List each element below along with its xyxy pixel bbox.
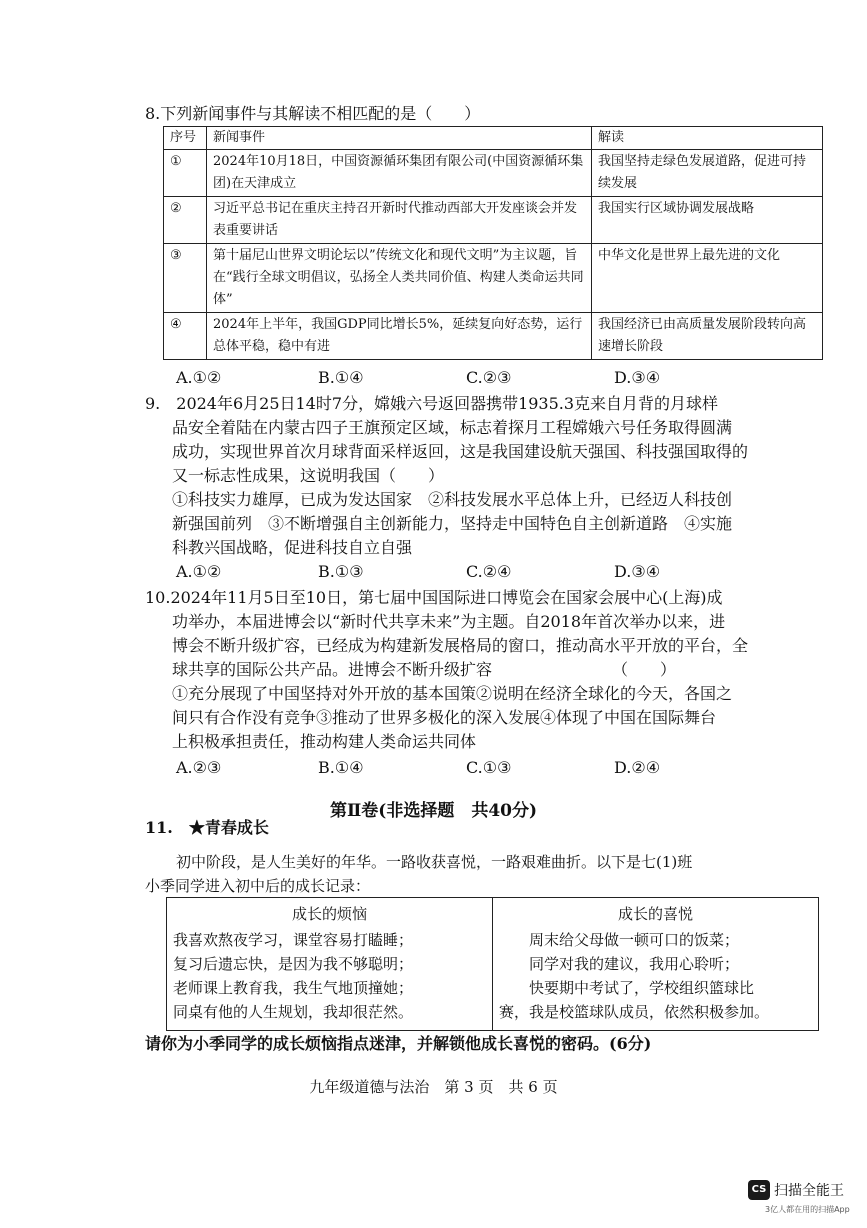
row-no: ① xyxy=(164,150,207,197)
q8-option-a: A.①② xyxy=(176,368,222,387)
trouble-line: 我喜欢熬夜学习，课堂容易打瞌睡； xyxy=(173,931,414,949)
table-row xyxy=(164,244,823,313)
q8-option-b: B.①④ xyxy=(318,368,364,387)
q9-option-c: C.②④ xyxy=(466,562,512,581)
q10-line: 功举办，本届进博会以“新时代共享未来”为主题。自2018年首次举办以来，进 xyxy=(172,612,726,631)
q10-line: 10.2024年11月5日至10日，第七届中国国际进口博览会在国家会展中心(上海)成 xyxy=(145,588,723,607)
row-event: 习近平总书记在重庆主持召开新时代推动西部大开发座谈会并发表重要讲话 xyxy=(207,197,592,244)
row-event: 2024年上半年，我国GDP同比增长5%，延续复向好态势，运行总体平稳，稳中有进 xyxy=(207,313,592,360)
trouble-line: 复习后遗忘快，是因为我不够聪明； xyxy=(173,955,414,973)
joy-line: 赛，我是校篮球队成员，依然积极参加。 xyxy=(499,1003,770,1021)
q9-option-b: B.①③ xyxy=(318,562,364,581)
q10-option-a: A.②③ xyxy=(176,758,222,777)
q10-option-c: C.①③ xyxy=(466,758,512,777)
scanner-watermark xyxy=(748,1180,844,1200)
row-note: 中华文化是世界上最先进的文化 xyxy=(592,244,823,313)
q9-line: 品安全着陆在内蒙古四子王旗预定区域，标志着探月工程嫦娥六号任务取得圆满 xyxy=(172,418,733,437)
joy-line: 同学对我的建议，我用心聆听； xyxy=(529,955,740,973)
trouble-line: 老师课上教育我，我生气地顶撞她； xyxy=(173,979,414,997)
q8-option-c: C.②③ xyxy=(466,368,512,387)
q9-line: 成功，实现世界首次月球背面采样返回，这是我国建设航天强国、科技强国取得的 xyxy=(172,442,749,461)
row-no: ② xyxy=(164,197,207,244)
page-footer: 九年级道德与法治 第 3 页 共 6 页 xyxy=(309,1078,558,1096)
camscanner-logo-icon: CS xyxy=(748,1180,770,1200)
table-header-row xyxy=(164,127,823,150)
watermark-name: 扫描全能王 xyxy=(774,1183,844,1199)
growth-record-box xyxy=(166,897,819,1031)
q10-line: 上积极承担责任，推动构建人类命运共同体 xyxy=(172,732,477,751)
troubles-title: 成长的烦恼 xyxy=(291,905,367,923)
q9-line: 科教兴国战略，促进科技自立自强 xyxy=(172,538,413,557)
watermark-subtitle: 3亿人都在用的扫描App xyxy=(765,1205,850,1214)
row-note: 我国坚持走绿色发展道路，促进可持续发展 xyxy=(592,150,823,197)
q11-intro-line: 初中阶段，是人生美好的年华。一路收获喜悦，一路艰难曲折。以下是七(1)班 xyxy=(176,853,693,871)
row-no: ④ xyxy=(164,313,207,360)
joy-line: 周末给父母做一顿可口的饭菜； xyxy=(529,931,740,949)
q10-line: 间只有合作没有竞争③推动了世界多极化的深入发展④体现了中国在国际舞台 xyxy=(172,708,717,727)
q9-option-d: D.③④ xyxy=(614,562,661,581)
row-note: 我国经济已由高质量发展阶段转向高速增长阶段 xyxy=(592,313,823,360)
table-row xyxy=(164,150,823,197)
q9-line: ①科技实力雄厚，已成为发达国家 ②科技发展水平总体上升，已经迈人科技创 xyxy=(172,490,733,509)
q10-option-b: B.①④ xyxy=(318,758,364,777)
row-event: 第十届尼山世界文明论坛以”传统文化和现代文明”为主议题，旨在“践行全球文明倡议，弘扬全人类共同价值、构建人类命运共同体” xyxy=(207,244,592,313)
header-event: 新闻事件 xyxy=(207,127,592,150)
troubles-column xyxy=(167,898,492,1030)
q9-line: 9. 2024年6月25日14时7分，嫦娥六号返回器携带1935.3克来自月背的月球样 xyxy=(145,394,719,413)
q8-option-d: D.③④ xyxy=(614,368,661,387)
table-row xyxy=(164,313,823,360)
row-no: ③ xyxy=(164,244,207,313)
header-note: 解读 xyxy=(592,127,823,150)
q8-news-table xyxy=(163,126,823,360)
q10-option-d: D.②④ xyxy=(614,758,661,777)
q9-option-a: A.①② xyxy=(176,562,222,581)
joys-column xyxy=(492,898,818,1030)
row-note: 我国实行区域协调发展战略 xyxy=(592,197,823,244)
q11-prompt: 请你为小季同学的成长烦恼指点迷津，并解锁他成长喜悦的密码。(6分) xyxy=(145,1034,652,1053)
q11-intro-line: 小季同学进入初中后的成长记录： xyxy=(145,877,371,895)
row-event: 2024年10月18日，中国资源循环集团有限公司(中国资源循环集团)在天津成立 xyxy=(207,150,592,197)
header-no: 序号 xyxy=(164,127,207,150)
q10-line: 球共享的国际公共产品。进博会不断升级扩容 （ ） xyxy=(172,660,677,679)
q10-line: 博会不断升级扩容，已经成为构建新发展格局的窗口，推动高水平开放的平台，全 xyxy=(172,636,749,655)
table-row xyxy=(164,197,823,244)
joy-line: 快要期中考试了，学校组织篮球比 xyxy=(529,979,755,997)
trouble-line: 同桌有他的人生规划，我却很茫然。 xyxy=(173,1003,414,1021)
joys-title: 成长的喜悦 xyxy=(617,905,693,923)
q9-line: 又一标志性成果，这说明我国（ ） xyxy=(172,466,445,485)
q11-heading: 11. ★青春成长 xyxy=(145,818,269,837)
q10-line: ①充分展现了中国坚持对外开放的基本国策②说明在经济全球化的今天，各国之 xyxy=(172,684,733,703)
q8-stem: 8.下列新闻事件与其解读不相匹配的是（ ） xyxy=(145,104,481,123)
q9-line: 新强国前列 ③不断增强自主创新能力，坚持走中国特色自主创新道路 ④实施 xyxy=(172,514,733,533)
part2-title: 第Ⅱ卷(非选择题 共40分) xyxy=(329,801,538,821)
